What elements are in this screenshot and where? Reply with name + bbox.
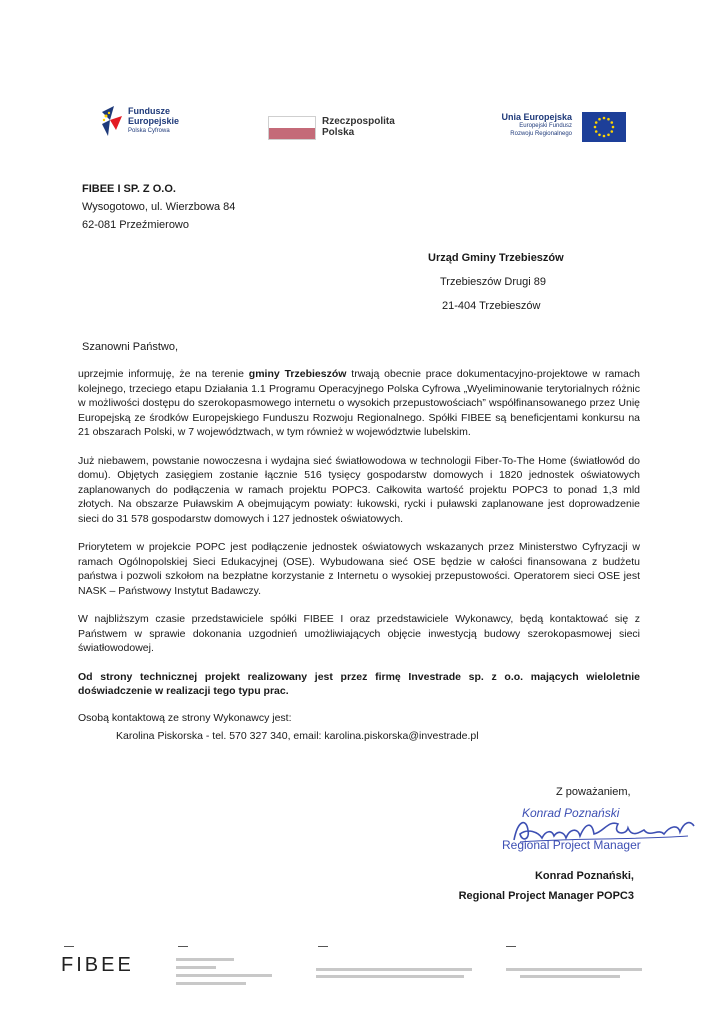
unia-line2: Europejski Fundusz (519, 123, 572, 129)
unia-europejska-logo (484, 112, 572, 138)
footer-faint-text-block (506, 966, 646, 980)
footer-divider (64, 946, 74, 947)
footer-divider (178, 946, 188, 947)
footer-divider (506, 946, 516, 947)
rzeczpospolita-line2: Polska (322, 127, 355, 138)
letter-body (78, 367, 640, 713)
greeting: Szanowni Państwo, (82, 341, 178, 353)
footer-divider (318, 946, 328, 947)
fundusze-europejskie-mark-icon (100, 104, 124, 138)
stamp-role: Regional Project Manager (502, 838, 641, 852)
paragraph-1-municipality: gminy Trzebieszów (248, 368, 347, 380)
signer-name: Konrad Poznański, (534, 870, 634, 882)
recipient-address-line1: Trzebieszów Drugi 89 (440, 276, 546, 288)
sender-address-line1: Wysogotowo, ul. Wierzbowa 84 (82, 201, 236, 213)
fundusze-line1: Fundusze (128, 106, 170, 116)
rzeczpospolita-logo (322, 116, 395, 138)
paragraph-1-start: uprzejmie informuję, że na terenie (78, 368, 249, 380)
contact-intro: Osobą kontaktową ze strony Wykonawcy jest: (78, 712, 292, 724)
rzeczpospolita-line1: Rzeczpospolita (322, 116, 395, 127)
footer-faint-text-block (316, 966, 476, 980)
signature-stamp (500, 806, 700, 856)
stamp-name: Konrad Poznański (522, 806, 620, 820)
eu-flag-icon (582, 112, 626, 142)
unia-line1: Unia Europejska (501, 112, 572, 122)
contact-details: Karolina Piskorska - tel. 570 327 340, email: karolina.piskorska@investrade.pl (116, 730, 479, 742)
sender-name: FIBEE I SP. Z O.O. (82, 183, 176, 195)
paragraph-4: W najbliższym czasie przedstawiciele spółki FIBEE I oraz przedstawiciele Wykonawcy, będą kontaktować się z Państwem w sprawie dokonania uzgodnień umożliwiających objęcie inwestycją budowy szerokopasmowej sieci światłowodowej. (78, 613, 640, 654)
recipient-address-line2: 21-404 Trzebieszów (442, 300, 541, 312)
paragraph-3: Priorytetem w projekcie POPC jest podłączenie jednostek oświatowych wskazanych przez Ministerstwo Cyfryzacji w ramach Ogólnopolskiej Sieci Edukacyjnej (OSE). Wybudowana sieć OSE będzie w całości finansowana z budżetu państwa i pozwoli szkołom na bezpłatne korzystanie z Internetu o wysokiej przepustowości. Operatorem sieci OSE jest NASK – Państwowy Instytut Badawczy. (78, 541, 640, 597)
contact-info (78, 709, 479, 745)
polish-flag-icon (268, 116, 316, 140)
recipient-address (428, 246, 564, 318)
paragraph-5: Od strony technicznej projekt realizowany jest przez firmę Investrade sp. z o.o. mających wieloletnie doświadczenie w realizacji tego typu prac. (78, 670, 640, 697)
fundusze-line2: Europejskie (128, 116, 180, 126)
unia-line3: Rozwoju Regionalnego (510, 131, 572, 137)
signer-role: Regional Project Manager POPC3 (458, 890, 634, 902)
sender-address (82, 180, 235, 234)
sender-address-line2: 62-081 Przeźmierowo (82, 219, 189, 231)
paragraph-2: Już niebawem, powstanie nowoczesna i wydajna sieć światłowodowa w technologii Fiber-To-The Home (światłowód do domu). Objętych zasięgiem zostanie łącznie 516 tysięcy gospodarstw domowych i 1820 jednostek oświatowych zaplanowanych do podłączenia w ramach projektu POPC3. Całkowita wartość projektu POPC3 to ponad 1,3 mld złotych. Na obszarze Puławskim A obejmującym powiaty: łukowski, rycki i puławski zaplanowane jest doprowadzenie sieci do 31 578 gospodarstw domowych i 127 jednostek oświatowych. (78, 454, 640, 525)
recipient-name: Urząd Gminy Trzebieszów (428, 252, 564, 264)
regards: Z poważaniem, (556, 786, 631, 798)
fundusze-line3: Polska Cyfrowa (128, 128, 170, 134)
paragraph-1-rest: trwają obecnie prace dokumentacyjno-projektowe w ramach kolejnego, trzeciego etapu Działania 1.1 Programu Operacyjnego Polska Cyfrowa „Wyeliminowanie terytorialnych różnic w możliwości dostępu do szerokopasmowego internetu o wysokich przepustowościach” współfinansowanego przez Unię Europejską ze środków Europejskiego Funduszu Rozwoju Regionalnego. Spółki FIBEE są beneficjentami konkursu na 21 obszarach Polski, w 7 województwach, w tym również w województwie lubelskim. (78, 368, 640, 438)
paragraph-1 (78, 367, 640, 440)
footer-faint-text-block (176, 956, 276, 988)
signer-block (458, 866, 634, 906)
fibee-footer-logo: FIBEE (61, 954, 134, 976)
fundusze-europejskie-logo (100, 104, 200, 144)
